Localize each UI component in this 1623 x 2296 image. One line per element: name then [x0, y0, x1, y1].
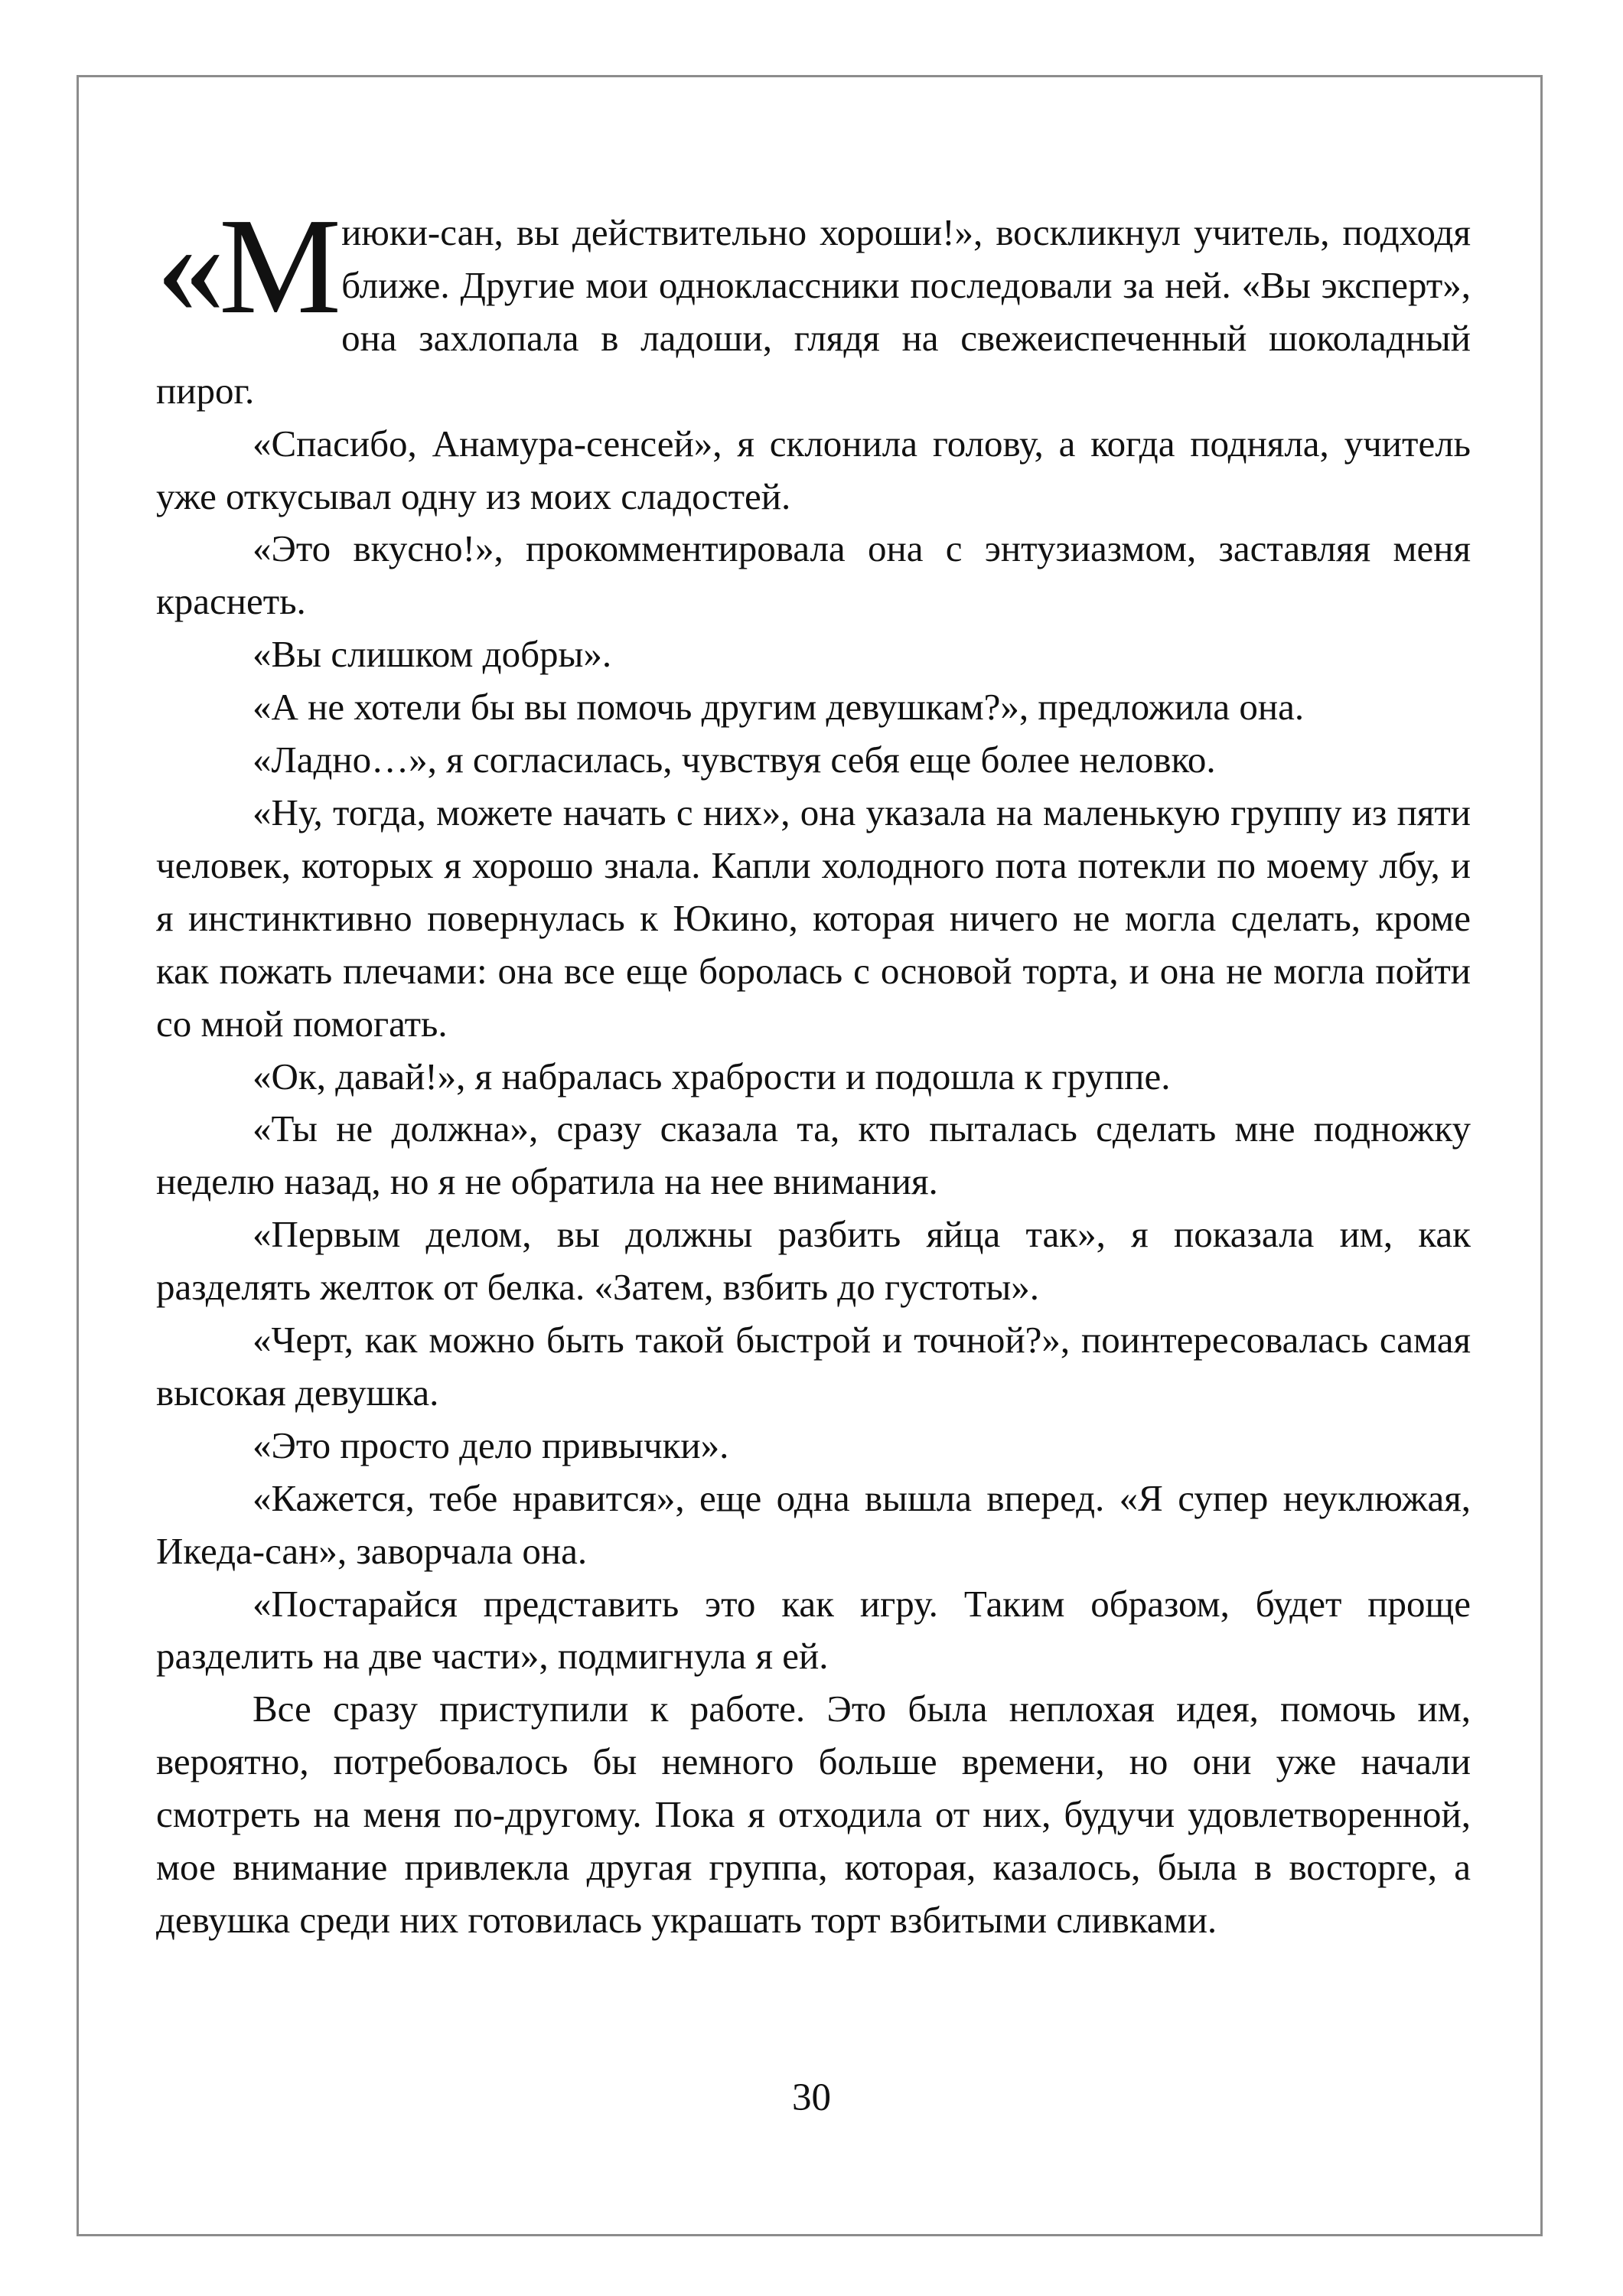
paragraph-12: «Это просто дело привычки». — [253, 1424, 729, 1466]
body-text — [156, 190, 1471, 1947]
paragraph-15: Все сразу приступили к работе. Это была неплохая идея, помочь им, вероятно, потребовалось бы немного больше времени, но они уже начали смотреть на меня по-другому. Пока я отходила от них, будучи удовлетворенной, мое внимание привлекла другая группа, которая, казалось, была в восторге, а девушка среди них готовилась украшать торт взбитыми сливками. — [156, 1688, 1471, 1941]
paragraph-5: «А не хотели бы вы помочь другим девушкам?», предложила она. — [253, 686, 1305, 729]
page-number: 30 — [792, 2076, 831, 2119]
paragraph-6: «Ладно…», я согласилась, чувствуя себя еще более неловко. — [253, 739, 1216, 781]
paragraph-1-text: июки-сан, вы действительно хороши!», воскликнул учитель, подходя ближе. Другие мои одноклассники последовали за ней. «Вы эксперт», она захлопала в ладоши, глядя на свежеиспеченный шоколадный пирог. — [156, 211, 1471, 412]
paragraph-14: «Постарайся представить это как игру. Таким образом, будет проще разделить на две части», подмигнула я ей. — [156, 1582, 1471, 1678]
paragraph-9: «Ты не должна», сразу сказала та, кто пыталась сделать мне подножку неделю назад, но я не обратила на нее внимания. — [156, 1107, 1471, 1203]
paragraph-1 — [156, 190, 1471, 418]
drop-cap: «М — [156, 190, 336, 342]
paragraph-10: «Первым делом, вы должны разбить яйца так», я показала им, как разделять желток от белка. «Затем, взбить до густоты». — [156, 1213, 1471, 1309]
paragraph-3: «Это вкусно!», прокомментировала она с энтузиазмом, заставляя меня краснеть. — [156, 527, 1471, 623]
paragraph-8: «Ок, давай!», я набралась храбрости и подошла к группе. — [253, 1055, 1171, 1097]
paragraph-4: «Вы слишком добры». — [253, 633, 612, 676]
paragraph-11: «Черт, как можно быть такой быстрой и точной?», поинтересовалась самая высокая девушка. — [156, 1319, 1471, 1414]
paragraph-2: «Спасибо, Анамура-сенсей», я склонила голову, а когда подняла, учитель уже откусывал одну из моих сладостей. — [156, 422, 1471, 517]
paragraph-7: «Ну, тогда, можете начать с них», она указала на маленькую группу из пяти человек, которых я хорошо знала. Капли холодного пота потекли по моему лбу, и я инстинктивно повернулась к Юкино, которая ничего не могла сделать, кроме как пожать плечами: она все еще боролась с основой торта, и она не могла пойти со мной помогать. — [156, 791, 1471, 1045]
paragraph-13: «Кажется, тебе нравится», еще одна вышла вперед. «Я супер неуклюжая, Икеда-сан», заворчала она. — [156, 1476, 1471, 1572]
